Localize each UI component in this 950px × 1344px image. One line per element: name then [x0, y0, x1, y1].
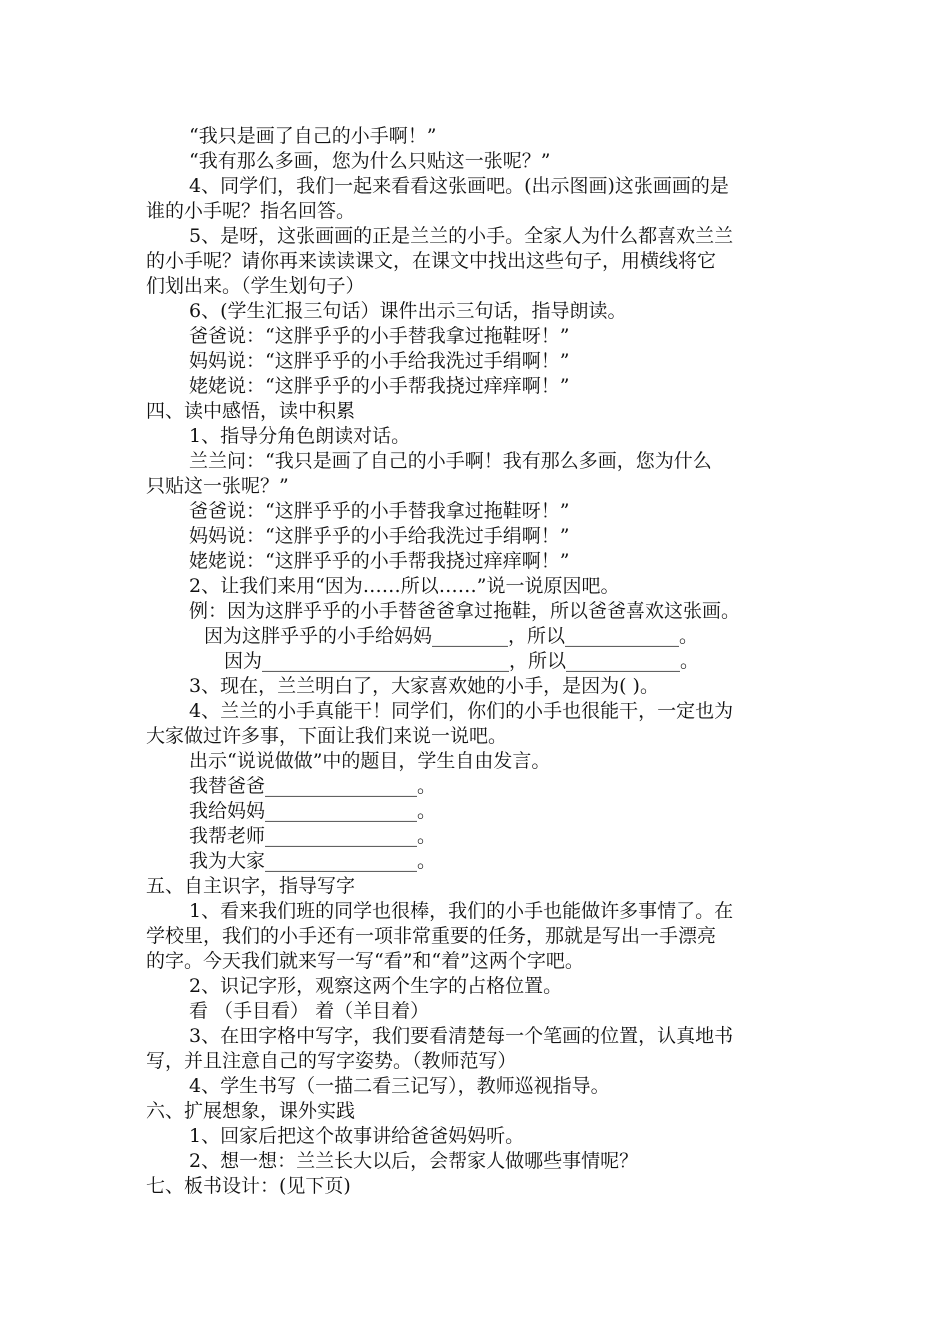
mom-quote-2: 妈妈说：“这胖乎乎的小手给我洗过手绢啊！” — [189, 525, 570, 547]
step-5-line-2: 的小手呢？请你再来读读课文，在课文中找出这些句子，用横线将它 — [146, 250, 717, 272]
section-5-item-3-line-2: 写，并且注意自己的写字姿势。（教师范写） — [146, 1050, 517, 1072]
fill-blank-2: 因为__________________________，所以____________。 — [224, 650, 700, 672]
step-5-line-1: 5、是呀，这张画画的正是兰兰的小手。全家人为什么都喜欢兰兰 — [189, 225, 734, 247]
fill-teacher: 我帮老师________________。 — [189, 825, 437, 847]
dad-quote: 爸爸说：“这胖乎乎的小手替我拿过拖鞋呀！” — [189, 325, 570, 347]
section-4-item-2: 2、让我们来用“因为……所以……”说一说原因吧。 — [189, 575, 620, 597]
step-5-line-3: 们划出来。（学生划句子） — [146, 275, 365, 297]
section-4-heading: 四、读中感悟，读中积累 — [146, 400, 356, 422]
fill-everyone: 我为大家________________。 — [189, 850, 437, 872]
lanlan-quote-line-2: 只贴这一张呢？” — [146, 475, 289, 497]
mom-quote: 妈妈说：“这胖乎乎的小手给我洗过手绢啊！” — [189, 350, 570, 372]
grandma-quote: 姥姥说：“这胖乎乎的小手帮我挠过痒痒啊！” — [189, 375, 570, 397]
section-5-item-3-line-1: 3、在田字格中写字，我们要看清楚每一个笔画的位置，认真地书 — [189, 1025, 734, 1047]
section-5-item-1-line-3: 的字。今天我们就来写一写“看”和“着”这两个字吧。 — [146, 950, 584, 972]
section-5-heading: 五、自主识字，指导写字 — [146, 875, 356, 897]
fill-blank-1: 因为这胖乎乎的小手给妈妈________，所以____________。 — [204, 625, 699, 647]
quote-line-2: “我有那么多画，您为什么只贴这一张呢？” — [189, 150, 551, 172]
dad-quote-2: 爸爸说：“这胖乎乎的小手替我拿过拖鞋呀！” — [189, 500, 570, 522]
section-6-item-1: 1、回家后把这个故事讲给爸爸妈妈听。 — [189, 1125, 525, 1147]
section-5-item-1-line-2: 学校里，我们的小手还有一项非常重要的任务，那就是写出一手漂亮 — [146, 925, 717, 947]
section-4-item-1: 1、指导分角色朗读对话。 — [189, 425, 411, 447]
section-5-item-1-line-1: 1、看来我们班的同学也很棒，我们的小手也能做许多事情了。在 — [189, 900, 734, 922]
character-breakdown: 看 （手目看） 着（羊目着） — [189, 1000, 430, 1022]
section-6-heading: 六、扩展想象，课外实践 — [146, 1100, 356, 1122]
step-4-line-2: 谁的小手呢？指名回答。 — [146, 200, 356, 222]
grandma-quote-2: 姥姥说：“这胖乎乎的小手帮我挠过痒痒啊！” — [189, 550, 570, 572]
section-4-item-4-line-1: 4、兰兰的小手真能干！同学们，你们的小手也很能干，一定也为 — [189, 700, 734, 722]
section-6-item-2: 2、想一想：兰兰长大以后，会帮家人做哪些事情呢？ — [189, 1150, 639, 1172]
example-line: 例：因为这胖乎乎的小手替爸爸拿过拖鞋，所以爸爸喜欢这张画。 — [189, 600, 741, 622]
step-4-line-1: 4、同学们，我们一起来看看这张画吧。(出示图画)这张画画的是 — [189, 175, 729, 197]
quote-line-1: “我只是画了自己的小手啊！” — [189, 125, 437, 147]
section-5-item-4: 4、学生书写（一描二看三记写），教师巡视指导。 — [189, 1075, 610, 1097]
section-5-item-2: 2、识记字形，观察这两个生字的占格位置。 — [189, 975, 563, 997]
prompt-line: 出示“说说做做”中的题目，学生自由发言。 — [189, 750, 551, 772]
section-4-item-4-line-2: 大家做过许多事，下面让我们来说一说吧。 — [146, 725, 508, 747]
step-6-line: 6、(学生汇报三句话）课件出示三句话，指导朗读。 — [189, 300, 627, 322]
fill-mom: 我给妈妈________________。 — [189, 800, 437, 822]
section-4-item-3: 3、现在，兰兰明白了，大家喜欢她的小手，是因为( )。 — [189, 675, 659, 697]
section-7-heading: 七、板书设计：(见下页) — [146, 1175, 351, 1197]
lanlan-quote-line-1: 兰兰问：“我只是画了自己的小手啊！我有那么多画，您为什么 — [189, 450, 712, 472]
fill-dad: 我替爸爸________________。 — [189, 775, 437, 797]
